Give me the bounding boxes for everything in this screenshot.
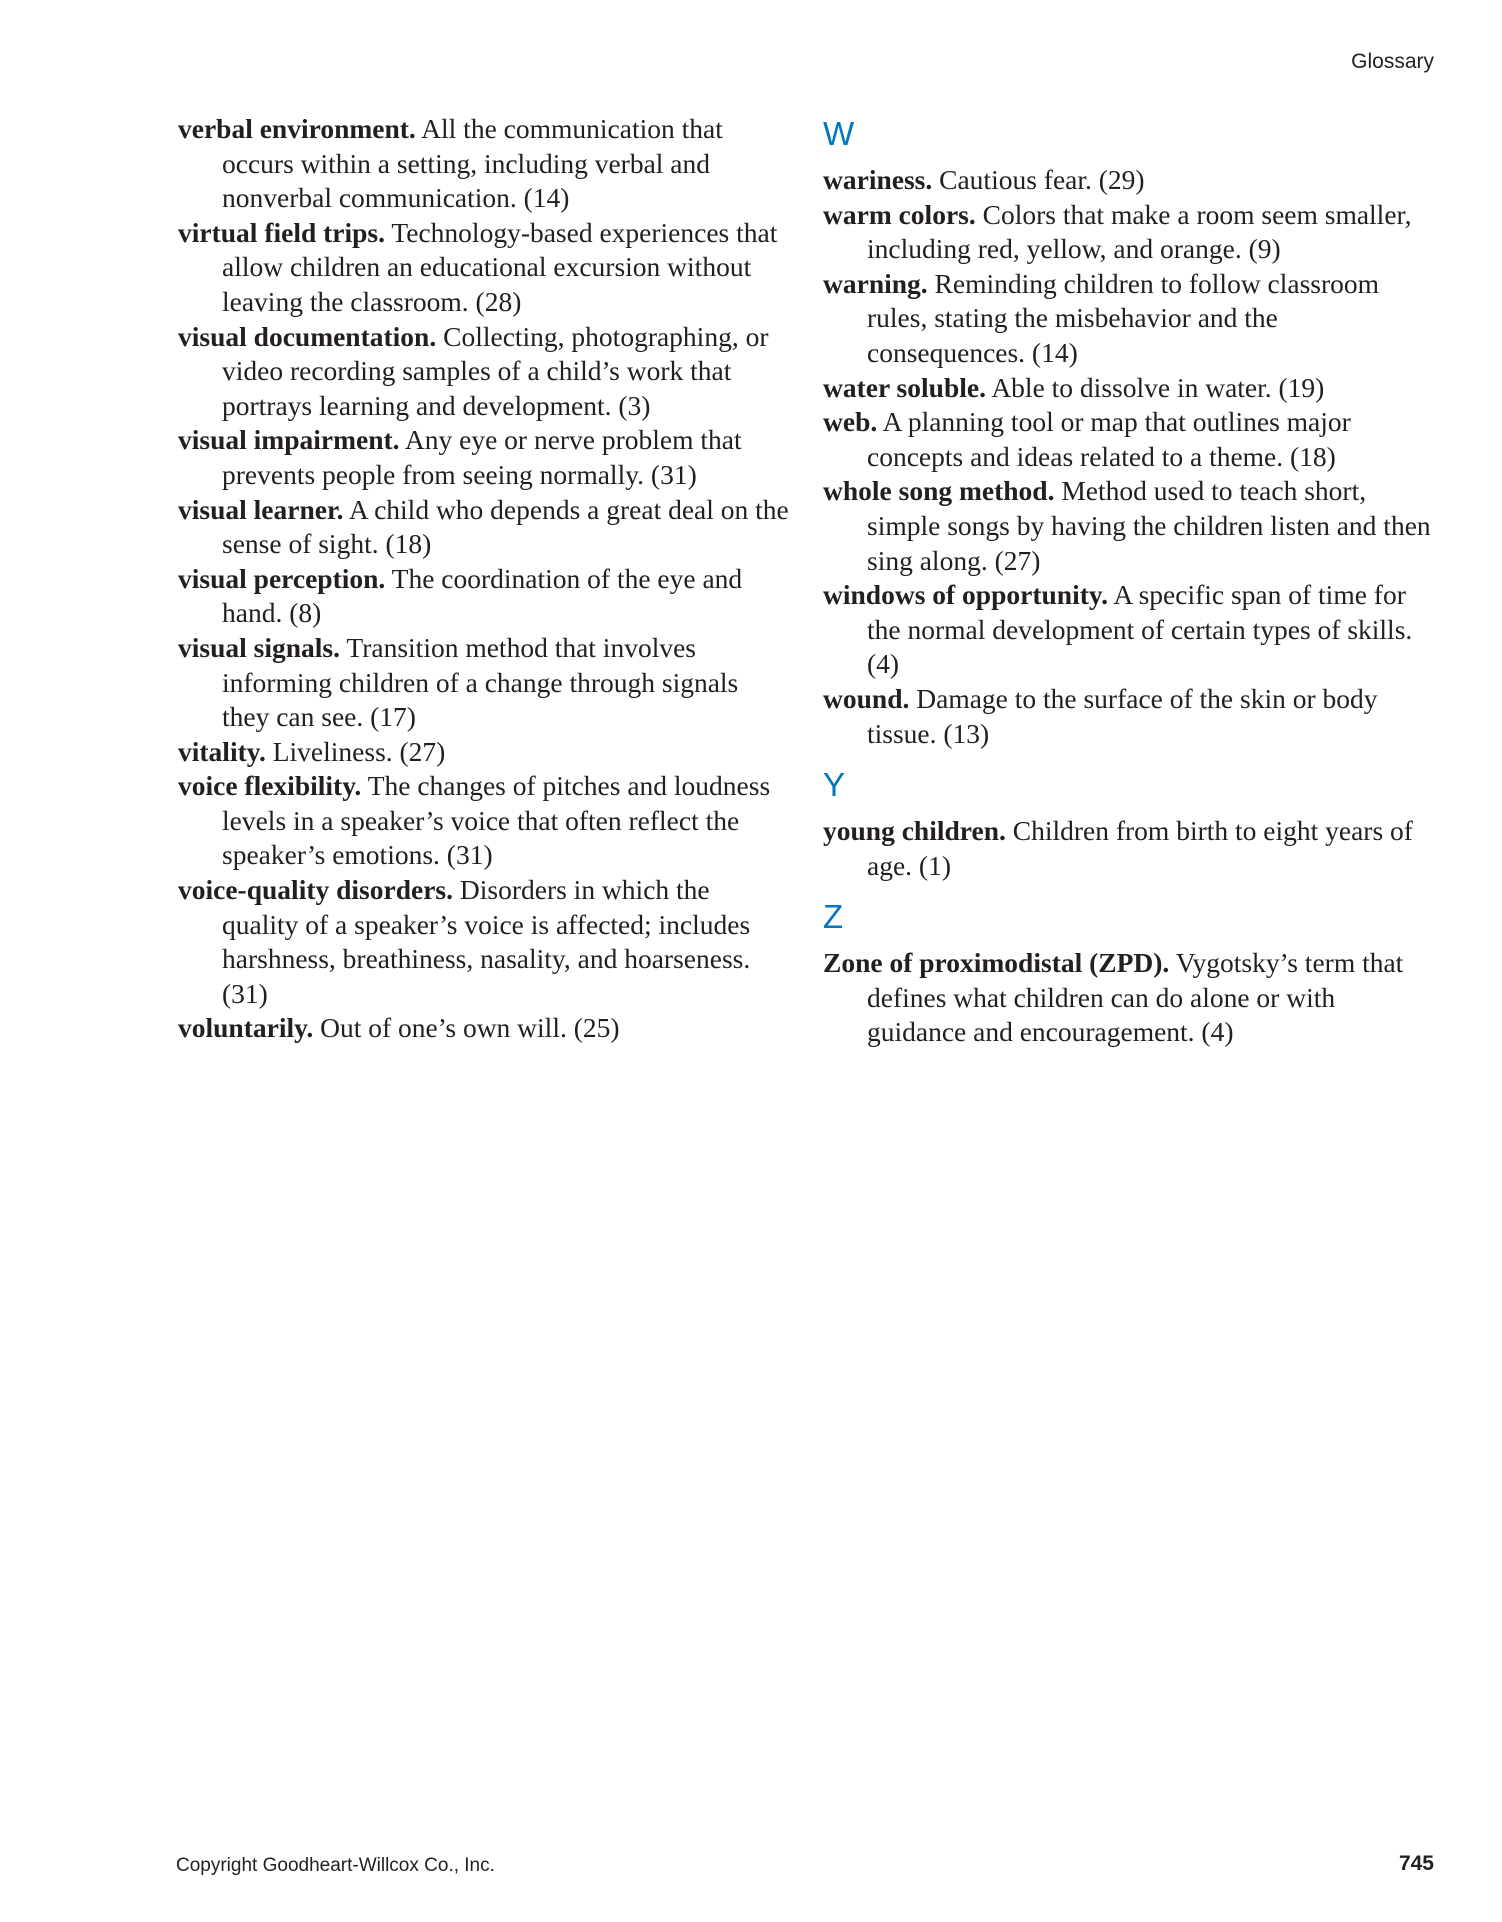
glossary-entry <box>823 578 1435 682</box>
glossary-entry <box>823 682 1435 751</box>
glossary-term: voice flexibility. <box>178 770 362 802</box>
glossary-entry <box>823 814 1435 883</box>
glossary-term: warm colors. <box>823 198 976 230</box>
glossary-entry <box>178 562 790 631</box>
glossary-entry <box>178 423 790 492</box>
glossary-right-column <box>823 112 1435 1050</box>
glossary-term: visual impairment. <box>178 424 400 456</box>
glossary-definition: A planning tool or map that outlines major concepts and ideas related to a theme. (18) <box>867 406 1351 472</box>
glossary-definition: Colors that make a room seem smaller, including red, yellow, and orange. (9) <box>867 198 1412 265</box>
section-letter-y: Y <box>823 766 846 804</box>
glossary-entry <box>823 267 1435 371</box>
section-letter-z: Z <box>823 898 844 936</box>
glossary-entry <box>178 493 790 562</box>
glossary-term: wound. <box>823 682 910 714</box>
glossary-definition: Method used to teach short, simple songs by having the children listen and then sing along. (27) <box>867 475 1431 576</box>
glossary-entry <box>823 405 1435 474</box>
glossary-definition: Children from birth to eight years of age. (1) <box>867 815 1413 881</box>
page-number: 745 <box>1398 1852 1434 1875</box>
glossary-term: wariness. <box>823 164 933 195</box>
glossary-definition: A child who depends a great deal on the sense of sight. (18) <box>222 493 789 560</box>
glossary-entry <box>823 198 1435 267</box>
glossary-definition: The coordination of the eye and hand. (8) <box>222 562 743 629</box>
glossary-entry <box>823 371 1435 406</box>
glossary-term: visual learner. <box>178 493 344 525</box>
glossary-term: Zone of proximodistal (ZPD). <box>823 947 1170 979</box>
glossary-definition: Out of one’s own will. (25) <box>313 1012 620 1044</box>
glossary-left-column <box>178 112 790 1046</box>
glossary-definition: Any eye or nerve problem that prevents people from seeing normally. (31) <box>222 424 742 490</box>
glossary-entry <box>178 735 790 770</box>
glossary-term: verbal environment. <box>178 113 416 144</box>
glossary-entry <box>823 163 1435 198</box>
glossary-definition: Transition method that involves informing children of a change through signals they can see. (17) <box>222 631 739 733</box>
section-letter-w: W <box>823 115 855 152</box>
glossary-definition: The changes of pitches and loudness levels in a speaker’s voice that often reflect the speaker’s emotions. (31) <box>222 770 771 871</box>
glossary-definition: Liveliness. (27) <box>265 735 446 767</box>
glossary-definition: A specific span of time for the normal development of certain types of skills. (4) <box>867 579 1413 680</box>
glossary-term: vitality. <box>178 735 266 767</box>
glossary-entry <box>823 474 1435 578</box>
glossary-term: voluntarily. <box>178 1012 314 1044</box>
glossary-definition: Able to dissolve in water. (19) <box>985 371 1325 403</box>
glossary-term: virtual field trips. <box>178 216 386 248</box>
glossary-term: water soluble. <box>823 371 986 403</box>
glossary-entry <box>178 631 790 735</box>
glossary-definition: Disorders in which the quality of a speaker’s voice is affected; includes harshness, breathiness, nasality, and hoarseness. (31) <box>222 874 751 1009</box>
glossary-term: young children. <box>823 815 1006 847</box>
glossary-term: visual documentation. <box>178 320 437 352</box>
glossary-entry <box>178 873 790 1011</box>
glossary-definition: Technology-based experiences that allow children an educational excursion without leaving the classroom. (28) <box>222 216 778 317</box>
glossary-definition: Vygotsky’s term that defines what children can do alone or with guidance and encouragement. (4) <box>867 947 1404 1048</box>
glossary-entry <box>823 946 1435 1050</box>
running-head: Glossary <box>1351 50 1434 73</box>
glossary-definition: Cautious fear. (29) <box>932 164 1145 195</box>
glossary-definition: Reminding children to follow classroom rules, stating the misbehavior and the consequences. (14) <box>867 267 1380 368</box>
glossary-definition: Collecting, photographing, or video recording samples of a child’s work that portrays learning and development. (3) <box>222 320 769 421</box>
glossary-definition: Damage to the surface of the skin or body tissue. (13) <box>867 682 1378 749</box>
glossary-entry <box>178 1011 790 1046</box>
glossary-term: windows of opportunity. <box>823 579 1109 611</box>
glossary-term: visual signals. <box>178 631 341 663</box>
glossary-term: warning. <box>823 267 928 299</box>
glossary-entry <box>178 216 790 320</box>
glossary-term: web. <box>823 406 878 438</box>
glossary-term: whole song method. <box>823 475 1055 507</box>
glossary-definition: All the communication that occurs within a setting, including verbal and nonverbal communication. (14) <box>222 113 723 214</box>
glossary-entry <box>178 320 790 424</box>
glossary-entry <box>178 112 790 216</box>
glossary-entry <box>178 769 790 873</box>
glossary-term: voice-quality disorders. <box>178 874 453 906</box>
copyright-notice: Copyright Goodheart-Willcox Co., Inc. <box>176 1855 495 1876</box>
glossary-term: visual perception. <box>178 562 386 594</box>
